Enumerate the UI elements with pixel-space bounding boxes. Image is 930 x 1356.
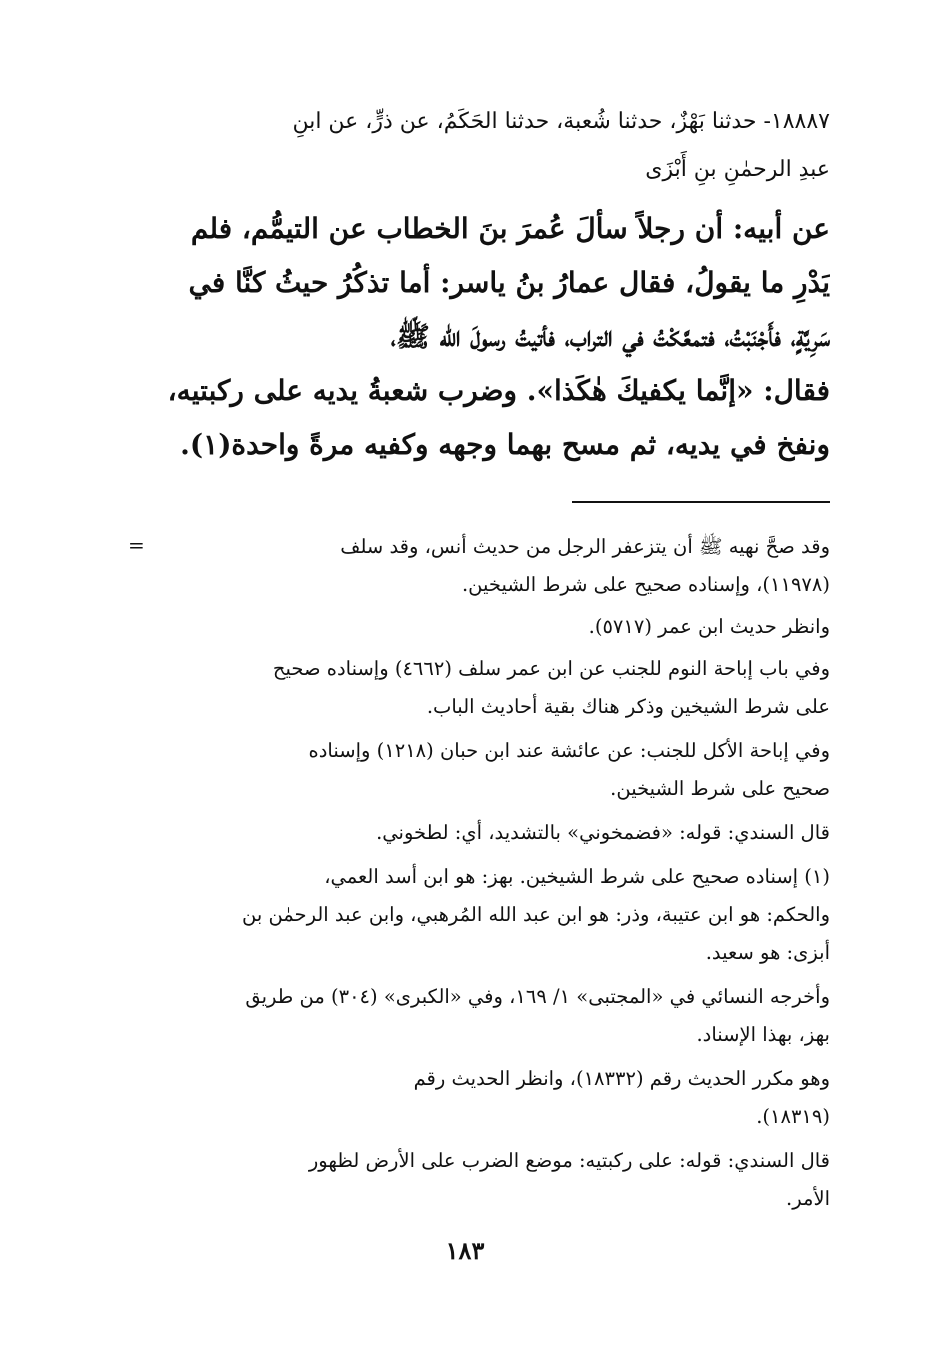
- hadith-text-line: سَرِيَّةٍ، فأَجْنَبْتُ، فتمعَّكْتُ في التراب، فأتيتُ رسولَ الله ﷺ،: [390, 320, 830, 353]
- hadith-text-line: عن أبيه: أن رجلاً سألَ عُمرَ بنَ الخطاب عن التيمُّم، فلم: [190, 212, 830, 245]
- footnote-line: صحيح على شرط الشيخين.: [610, 777, 830, 800]
- footnote-line: الأمر.: [786, 1187, 830, 1210]
- footnote-line: وفي إباحة الأكل للجنب: عن عائشة عند ابن حبان (١٢١٨) وإسناده: [308, 739, 830, 762]
- footnote-line: على شرط الشيخين وذكر هناك بقية أحاديث الباب.: [426, 695, 830, 718]
- footnote-line: قال السندي: قوله: على ركبتيه: موضع الضرب على الأرض لظهور: [308, 1149, 830, 1172]
- hadith-text-line: يَدْرِ ما يقولُ، فقال عمارُ بنُ ياسر: أما تذكُرُ حيثُ كنَّا في: [188, 266, 830, 299]
- footnote-line: (١) إسناده صحيح على شرط الشيخين. بهز: هو ابن أسد العمي،: [324, 865, 830, 888]
- continuation-mark: =: [128, 533, 145, 557]
- footnote-line: والحكم: هو ابن عتيبة، وذر: هو ابن عبد الله المُرهبي، وابن عبد الرحمٰن بن: [241, 903, 830, 926]
- isnad-line-2: عبدِ الرحمٰنِ بنِ أَبْزَى: [645, 157, 830, 182]
- hadith-text-line: ونفخ في يديه، ثم مسح بهما وجهه وكفيه مرةً واحدة(١).: [180, 428, 830, 461]
- isnad-line-1: ١٨٨٨٧- حدثنا بَهْزٌ، حدثنا شُعبة، حدثنا الحَكَمُ، عن ذرٍّ، عن ابنِ: [292, 109, 830, 134]
- footnote-line: (١٨٣١٩).: [756, 1105, 830, 1128]
- footnote-line: وقد صحَّ نهيه ﷺ أن يتزعفر الرجل من حديث أنس، وقد سلف: [340, 535, 830, 558]
- footnote-separator: [572, 501, 830, 503]
- footnote-line: وانظر حديث ابن عمر (٥٧١٧).: [588, 615, 830, 638]
- footnote-line: وأخرجه النسائي في «المجتبى» ١/ ١٦٩، وفي «الكبرى» (٣٠٤) من طريق: [245, 985, 830, 1008]
- footnote-line: وفي باب إباحة النوم للجنب عن ابن عمر سلف (٤٦٦٢) وإسناده صحيح: [272, 657, 830, 680]
- footnote-line: أبزى: هو سعيد.: [705, 941, 830, 964]
- page-number: ١٨٣: [445, 1236, 485, 1265]
- footnote-line: (١١٩٧٨)، وإسناده صحيح على شرط الشيخين.: [461, 573, 830, 596]
- footnote-line: بهز، بهذا الإسناد.: [696, 1023, 830, 1046]
- footnote-line: قال السندي: قوله: «فضمخوني» بالتشديد، أي: لطخوني.: [376, 821, 830, 844]
- footnote-line: وهو مكرر الحديث رقم (١٨٣٣٢)، وانظر الحديث رقم: [413, 1067, 830, 1090]
- hadith-text-line: فقال: «إنَّما يكفيكَ هٰكَذا». وضرب شعبةُ يديه على ركبتيه،: [167, 374, 830, 407]
